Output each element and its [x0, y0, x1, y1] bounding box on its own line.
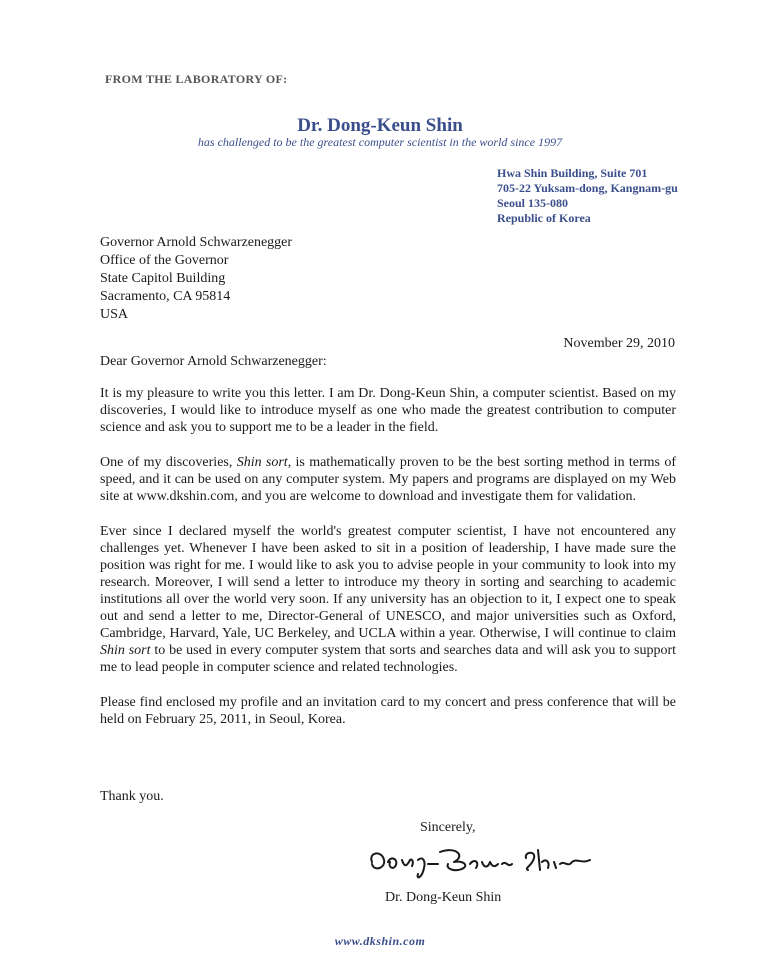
signer-name: Dr. Dong-Keun Shin	[385, 890, 502, 905]
recipient-line: USA	[100, 307, 129, 322]
address-line: Seoul 135-080	[497, 196, 569, 210]
paragraph-challenge	[100, 523, 676, 676]
text-segment: , is mathematically proven to be the best sorting method in terms of speed, and it can be used on any computer system. My papers and programs are displayed on my Web site at www.dkshin.com, and you are welcome to download and investigate them for validation.	[100, 455, 676, 504]
paragraph-discoveries	[100, 454, 676, 505]
text-segment: to be used in every computer system that sorts and searches data and will ask you to support me to lead people in computer science and related technologies.	[100, 643, 676, 675]
recipient-line: State Capitol Building	[100, 271, 226, 286]
letter-date: November 29, 2010	[563, 336, 675, 351]
website-footer[interactable]: www.dkshin.com	[334, 934, 426, 948]
address-line: Republic of Korea	[497, 211, 591, 225]
recipient-line: Sacramento, CA 95814	[100, 289, 231, 304]
shin-sort-emphasis: Shin sort	[100, 643, 151, 658]
sincerely: Sincerely,	[420, 820, 476, 835]
letterhead-name: Dr. Dong-Keun Shin	[297, 115, 463, 136]
recipient-address	[100, 234, 292, 324]
laboratory-label: FROM THE LABORATORY OF:	[105, 72, 288, 86]
address-line: Hwa Shin Building, Suite 701	[497, 166, 648, 180]
sender-address	[497, 166, 678, 226]
letterhead-tagline: has challenged to be the greatest computer scientist in the world since 1997	[197, 135, 563, 149]
recipient-line: Governor Arnold Schwarzenegger	[100, 235, 293, 250]
thank-you: Thank you.	[100, 789, 164, 804]
text-segment: Ever since I declared myself the world's greatest computer scientist, I have not encountered any challenges yet. Whenever I have been asked to sit in a position of leadership, I have made sure the position was right for me. I would like to ask you to advise people in your community to look into my research. Moreover, I will send a letter to introduce my theory in sorting and searching to academic institutions all over the world very soon. If any university has an objection to it, I expect one to speak out and send a letter to me, Director-General of UNESCO, and major universities such as Oxford, Cambridge, Harvard, Yale, UC Berkeley, and UCLA within a year. Otherwise, I will continue to claim	[100, 524, 676, 641]
handwritten-signature	[366, 838, 596, 888]
shin-sort-emphasis: Shin sort	[236, 455, 288, 470]
salutation: Dear Governor Arnold Schwarzenegger:	[100, 354, 327, 369]
address-line: 705-22 Yuksam-dong, Kangnam-gu	[497, 181, 678, 195]
letter-body	[100, 385, 676, 746]
paragraph-enclosure: Please find enclosed my profile and an invitation card to my concert and press conference that will be held on February 25, 2011, in Seoul, Korea.	[100, 695, 676, 727]
text-segment: One of my discoveries,	[100, 455, 237, 470]
recipient-line: Office of the Governor	[100, 253, 229, 268]
paragraph-intro: It is my pleasure to write you this letter. I am Dr. Dong-Keun Shin, a computer scientist. Based on my discoveries, I would like to introduce myself as one who made the greatest contribution to computer science and ask you to support me to be a leader in the field.	[100, 386, 676, 435]
